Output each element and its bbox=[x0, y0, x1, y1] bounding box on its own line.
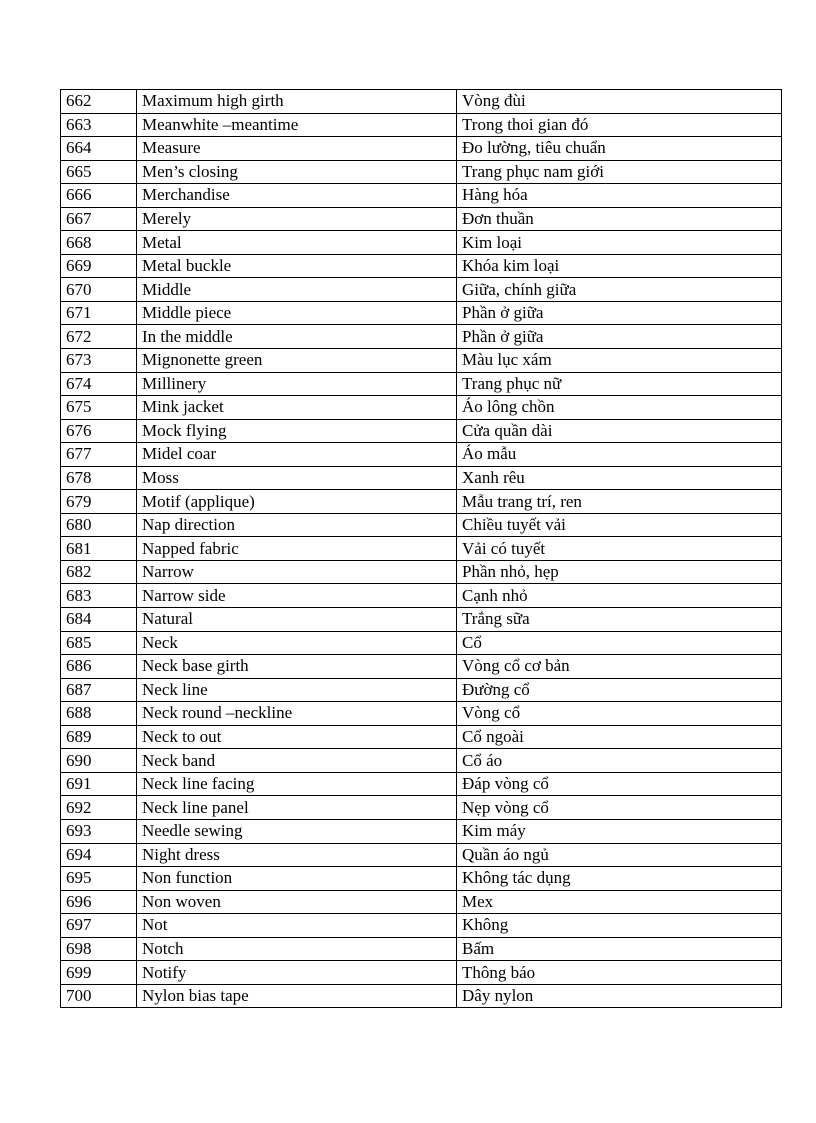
table-row bbox=[61, 584, 782, 608]
term-number-cell: 692 bbox=[61, 796, 137, 820]
vietnamese-term-cell: Đơn thuần bbox=[457, 207, 782, 231]
table-row bbox=[61, 867, 782, 891]
term-number-cell: 691 bbox=[61, 772, 137, 796]
vietnamese-term-cell: Cạnh nhỏ bbox=[457, 584, 782, 608]
term-number-cell: 673 bbox=[61, 349, 137, 373]
term-number-cell: 669 bbox=[61, 254, 137, 278]
vietnamese-term-cell: Kim máy bbox=[457, 819, 782, 843]
english-term-cell: Non function bbox=[137, 867, 457, 891]
vietnamese-term-cell: Hàng hóa bbox=[457, 184, 782, 208]
table-row bbox=[61, 843, 782, 867]
english-term-cell: Neck band bbox=[137, 749, 457, 773]
vietnamese-term-cell: Áo mẫu bbox=[457, 443, 782, 467]
table-row bbox=[61, 796, 782, 820]
table-row bbox=[61, 819, 782, 843]
vietnamese-term-cell: Đường cổ bbox=[457, 678, 782, 702]
table-row bbox=[61, 490, 782, 514]
table-row bbox=[61, 113, 782, 137]
vietnamese-term-cell: Quần áo ngủ bbox=[457, 843, 782, 867]
table-row bbox=[61, 678, 782, 702]
vietnamese-term-cell: Áo lông chồn bbox=[457, 396, 782, 420]
table-row bbox=[61, 137, 782, 161]
table-row bbox=[61, 937, 782, 961]
english-term-cell: Mink jacket bbox=[137, 396, 457, 420]
term-number-cell: 664 bbox=[61, 137, 137, 161]
table-row bbox=[61, 443, 782, 467]
vietnamese-term-cell: Vòng cổ cơ bản bbox=[457, 655, 782, 679]
english-term-cell: Middle piece bbox=[137, 301, 457, 325]
english-term-cell: Maximum high girth bbox=[137, 90, 457, 114]
vietnamese-term-cell: Cổ áo bbox=[457, 749, 782, 773]
english-term-cell: Moss bbox=[137, 466, 457, 490]
vietnamese-term-cell: Trang phục nam giới bbox=[457, 160, 782, 184]
vietnamese-term-cell: Giữa, chính giữa bbox=[457, 278, 782, 302]
term-number-cell: 700 bbox=[61, 984, 137, 1008]
table-row bbox=[61, 560, 782, 584]
table-row bbox=[61, 90, 782, 114]
term-number-cell: 699 bbox=[61, 961, 137, 985]
vietnamese-term-cell: Thông báo bbox=[457, 961, 782, 985]
english-term-cell: Narrow bbox=[137, 560, 457, 584]
vietnamese-term-cell: Cổ ngoài bbox=[457, 725, 782, 749]
table-row bbox=[61, 419, 782, 443]
english-term-cell: In the middle bbox=[137, 325, 457, 349]
english-term-cell: Mock flying bbox=[137, 419, 457, 443]
english-term-cell: Natural bbox=[137, 608, 457, 632]
term-number-cell: 678 bbox=[61, 466, 137, 490]
english-term-cell: Merchandise bbox=[137, 184, 457, 208]
table-row bbox=[61, 513, 782, 537]
term-number-cell: 684 bbox=[61, 608, 137, 632]
table-row bbox=[61, 890, 782, 914]
term-number-cell: 693 bbox=[61, 819, 137, 843]
vietnamese-term-cell: Kim loại bbox=[457, 231, 782, 255]
term-number-cell: 663 bbox=[61, 113, 137, 137]
table-row bbox=[61, 725, 782, 749]
vietnamese-term-cell: Đo lường, tiêu chuẩn bbox=[457, 137, 782, 161]
english-term-cell: Neck base girth bbox=[137, 655, 457, 679]
term-number-cell: 694 bbox=[61, 843, 137, 867]
term-number-cell: 676 bbox=[61, 419, 137, 443]
english-term-cell: Non woven bbox=[137, 890, 457, 914]
english-term-cell: Millinery bbox=[137, 372, 457, 396]
english-term-cell: Motif (applique) bbox=[137, 490, 457, 514]
english-term-cell: Middle bbox=[137, 278, 457, 302]
term-number-cell: 683 bbox=[61, 584, 137, 608]
english-term-cell: Nylon bias tape bbox=[137, 984, 457, 1008]
vietnamese-term-cell: Xanh rêu bbox=[457, 466, 782, 490]
table-row bbox=[61, 961, 782, 985]
table-row bbox=[61, 749, 782, 773]
term-number-cell: 672 bbox=[61, 325, 137, 349]
table-row bbox=[61, 655, 782, 679]
english-term-cell: Metal bbox=[137, 231, 457, 255]
term-number-cell: 666 bbox=[61, 184, 137, 208]
term-number-cell: 670 bbox=[61, 278, 137, 302]
glossary-body bbox=[61, 90, 782, 1008]
term-number-cell: 681 bbox=[61, 537, 137, 561]
table-row bbox=[61, 325, 782, 349]
term-number-cell: 687 bbox=[61, 678, 137, 702]
vietnamese-term-cell: Không tác dụng bbox=[457, 867, 782, 891]
vietnamese-term-cell: Trắng sữa bbox=[457, 608, 782, 632]
vietnamese-term-cell: Bấm bbox=[457, 937, 782, 961]
vietnamese-term-cell: Không bbox=[457, 914, 782, 938]
table-row bbox=[61, 537, 782, 561]
table-row bbox=[61, 608, 782, 632]
vietnamese-term-cell: Phần ở giữa bbox=[457, 325, 782, 349]
english-term-cell: Neck to out bbox=[137, 725, 457, 749]
table-row bbox=[61, 772, 782, 796]
english-term-cell: Neck line bbox=[137, 678, 457, 702]
table-row bbox=[61, 631, 782, 655]
vietnamese-term-cell: Mẫu trang trí, ren bbox=[457, 490, 782, 514]
vietnamese-term-cell: Phần ở giữa bbox=[457, 301, 782, 325]
table-row bbox=[61, 914, 782, 938]
vietnamese-term-cell: Vòng cổ bbox=[457, 702, 782, 726]
vietnamese-term-cell: Cổ bbox=[457, 631, 782, 655]
vietnamese-term-cell: Cửa quần dài bbox=[457, 419, 782, 443]
term-number-cell: 671 bbox=[61, 301, 137, 325]
term-number-cell: 688 bbox=[61, 702, 137, 726]
table-row bbox=[61, 372, 782, 396]
table-row bbox=[61, 278, 782, 302]
term-number-cell: 665 bbox=[61, 160, 137, 184]
term-number-cell: 662 bbox=[61, 90, 137, 114]
english-term-cell: Napped fabric bbox=[137, 537, 457, 561]
vietnamese-term-cell: Chiều tuyết vải bbox=[457, 513, 782, 537]
term-number-cell: 675 bbox=[61, 396, 137, 420]
term-number-cell: 698 bbox=[61, 937, 137, 961]
term-number-cell: 679 bbox=[61, 490, 137, 514]
term-number-cell: 690 bbox=[61, 749, 137, 773]
term-number-cell: 668 bbox=[61, 231, 137, 255]
vietnamese-term-cell: Mex bbox=[457, 890, 782, 914]
vietnamese-term-cell: Màu lục xám bbox=[457, 349, 782, 373]
english-term-cell: Midel coar bbox=[137, 443, 457, 467]
english-term-cell: Mignonette green bbox=[137, 349, 457, 373]
english-term-cell: Not bbox=[137, 914, 457, 938]
english-term-cell: Night dress bbox=[137, 843, 457, 867]
english-term-cell: Neck bbox=[137, 631, 457, 655]
vietnamese-term-cell: Nẹp vòng cổ bbox=[457, 796, 782, 820]
term-number-cell: 689 bbox=[61, 725, 137, 749]
english-term-cell: Notch bbox=[137, 937, 457, 961]
english-term-cell: Merely bbox=[137, 207, 457, 231]
vietnamese-term-cell: Khóa kim loại bbox=[457, 254, 782, 278]
vietnamese-term-cell: Trong thoi gian đó bbox=[457, 113, 782, 137]
table-row bbox=[61, 254, 782, 278]
term-number-cell: 697 bbox=[61, 914, 137, 938]
table-row bbox=[61, 466, 782, 490]
term-number-cell: 686 bbox=[61, 655, 137, 679]
english-term-cell: Men’s closing bbox=[137, 160, 457, 184]
vietnamese-term-cell: Đáp vòng cổ bbox=[457, 772, 782, 796]
table-row bbox=[61, 396, 782, 420]
term-number-cell: 677 bbox=[61, 443, 137, 467]
table-row bbox=[61, 702, 782, 726]
term-number-cell: 674 bbox=[61, 372, 137, 396]
table-row bbox=[61, 184, 782, 208]
term-number-cell: 696 bbox=[61, 890, 137, 914]
english-term-cell: Neck line facing bbox=[137, 772, 457, 796]
english-term-cell: Notify bbox=[137, 961, 457, 985]
table-row bbox=[61, 349, 782, 373]
vietnamese-term-cell: Phần nhỏ, hẹp bbox=[457, 560, 782, 584]
term-number-cell: 695 bbox=[61, 867, 137, 891]
table-row bbox=[61, 207, 782, 231]
table-row bbox=[61, 301, 782, 325]
table-row bbox=[61, 984, 782, 1008]
english-term-cell: Meanwhite –meantime bbox=[137, 113, 457, 137]
term-number-cell: 685 bbox=[61, 631, 137, 655]
vietnamese-term-cell: Trang phục nữ bbox=[457, 372, 782, 396]
english-term-cell: Metal buckle bbox=[137, 254, 457, 278]
term-number-cell: 680 bbox=[61, 513, 137, 537]
english-term-cell: Measure bbox=[137, 137, 457, 161]
table-row bbox=[61, 231, 782, 255]
term-number-cell: 667 bbox=[61, 207, 137, 231]
english-term-cell: Nap direction bbox=[137, 513, 457, 537]
glossary-table bbox=[60, 89, 782, 1008]
table-row bbox=[61, 160, 782, 184]
english-term-cell: Needle sewing bbox=[137, 819, 457, 843]
vietnamese-term-cell: Vòng đùi bbox=[457, 90, 782, 114]
vietnamese-term-cell: Vải có tuyết bbox=[457, 537, 782, 561]
english-term-cell: Neck line panel bbox=[137, 796, 457, 820]
english-term-cell: Narrow side bbox=[137, 584, 457, 608]
vietnamese-term-cell: Dây nylon bbox=[457, 984, 782, 1008]
term-number-cell: 682 bbox=[61, 560, 137, 584]
english-term-cell: Neck round –neckline bbox=[137, 702, 457, 726]
